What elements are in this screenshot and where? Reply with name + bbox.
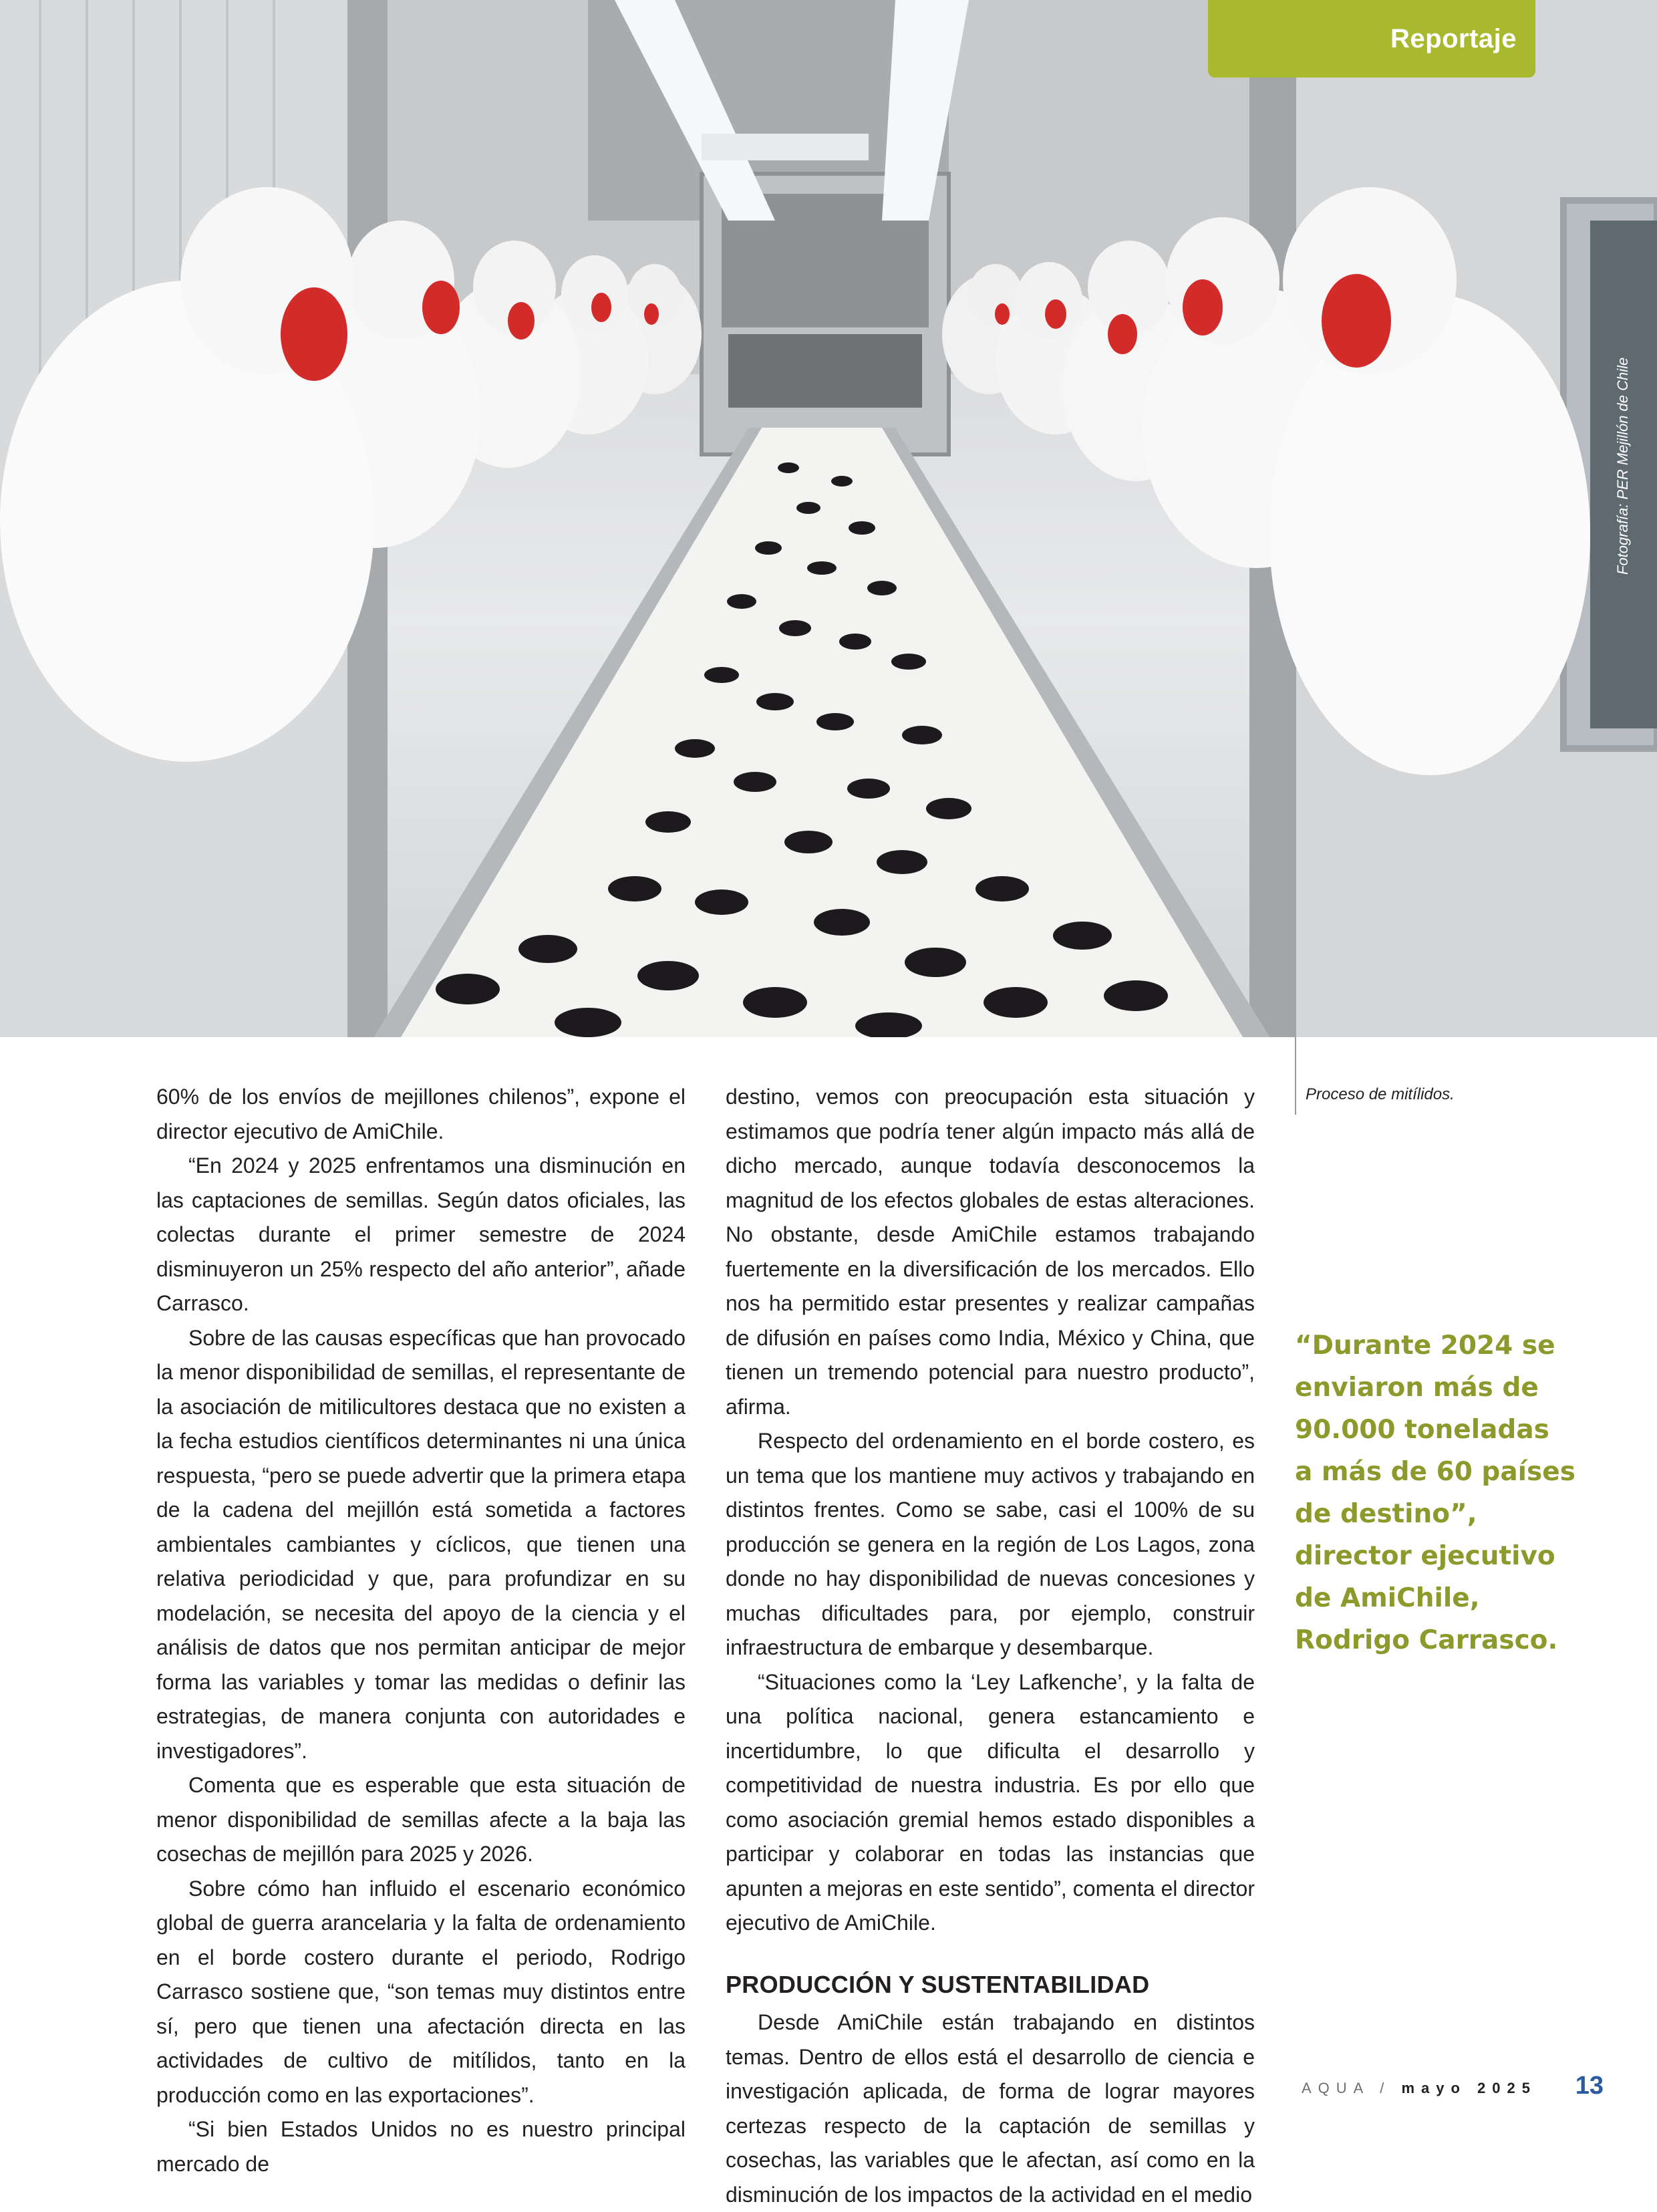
- paragraph: Comenta que es esperable que esta situación de menor disponibilidad de semillas afecte a la baja las cosechas de mejillón para 2025 y 2026.: [156, 1773, 686, 1866]
- photo-credit-text: Fotografía: PER Mejillón de Chile: [1614, 357, 1631, 575]
- paragraph: Desde AmiChile están trabajando en distintos temas. Dentro de ellos está el desarrollo de ciencia e investigación aplicada, de forma de lograr mayores certezas respecto de la captación de semillas y cosechas, las variables que le afectan, así como en la disminución de los impactos de la actividad en el medio: [726, 2010, 1255, 2207]
- section-tab: [1208, 0, 1535, 78]
- footer-brand: [1302, 2080, 1537, 2097]
- hero-photo: [0, 0, 1657, 1037]
- pull-quote: “Durante 2024 se enviaron más de 90.000 toneladas a más de 60 países de destino”, director ejecutivo de AmiChile, Rodrigo Carrasco.: [1295, 1331, 1575, 1655]
- paragraph: destino, vemos con preocupación esta situación y estimamos que podría tener algún impacto más allá de dicho mercado, aunque todavía desconocemos la magnitud de los efectos globales de estas alteraciones. No obstante, desde AmiChile estamos trabajando fuertemente en la diversificación de los mercados. Ello nos ha permitido estar presentes y realizar campañas de difusión en países como India, México y China, que tienen un tremendo potencial para nuestro producto”, afirma.: [726, 1085, 1255, 1419]
- text-column-2: [726, 1080, 1255, 2212]
- section-subheading: PRODUCCIÓN Y SUSTENTABILIDAD: [726, 1970, 1150, 1998]
- photo-caption: Proceso de mitílidos.: [1306, 1085, 1455, 1103]
- paragraph: “En 2024 y 2025 enfrentamos una disminución en las captaciones de semillas. Según datos oficiales, las colectas durante el primer semestre de 2024 disminuyeron un 25% respecto del año anterior”, añade Carrasco.: [156, 1153, 686, 1315]
- factory-illustration: [0, 0, 1657, 1037]
- paragraph: Sobre cómo han influido el escenario económico global de guerra arancelaria y la falta de ordenamiento en el borde costero durante el periodo, Rodrigo Carrasco sostiene que, “son temas muy distintos entre sí, pero que tienen una afectación directa en las actividades de cultivo de mitílidos, tanto en la producción como en las exportaciones”.: [156, 1876, 686, 2107]
- issue-date: mayo 2025: [1401, 2080, 1537, 2096]
- paragraph: Sobre de las causas específicas que han provocado la menor disponibilidad de semillas, el representante de la asociación de mitilicultores destaca que no existen a la fecha estudios científicos determinantes ni una única respuesta, “pero se puede advertir que la primera etapa de la cadena del mejillón está sometida a factores ambientales cambiantes y cíclicos, que tienen una relativa periodicidad y que, para profundizar en su modelación, se necesita del apoyo de la ciencia y el análisis de datos que nos permitan anticipar de mejor forma las variables y tomar las medidas o definir las estrategias, de manera conjunta con autoridades e investigadores”.: [156, 1325, 686, 1763]
- section-label: Reportaje: [1390, 23, 1517, 53]
- paragraph: 60% de los envíos de mejillones chilenos”, expone el director ejecutivo de AmiChile.: [156, 1085, 686, 1143]
- footer-separator: /: [1380, 2080, 1391, 2096]
- paragraph: Respecto del ordenamiento en el borde costero, es un tema que los mantiene muy activos y trabajando en distintos frentes. Como se sabe, casi el 100% de su producción se genera en la región de Los Lagos, zona donde no hay disponibilidad de nuevas concesiones y muchas dificultades para, por ejemplo, construir infraestructura de embarque y desembarque.: [726, 1429, 1255, 1659]
- page-number: 13: [1575, 2072, 1604, 2100]
- text-column-1: [156, 1080, 686, 2181]
- page-footer: [1290, 2070, 1604, 2110]
- paragraph: “Si bien Estados Unidos no es nuestro principal mercado de: [156, 2117, 686, 2176]
- paragraph: “Situaciones como la ‘Ley Lafkenche’, y la falta de una política nacional, genera estancamiento e incertidumbre, lo que dificulta el desarrollo y competitividad de nuestra industria. Es por ello que como asociación gremial hemos estado disponibles a participar y colaborar en todas las instancias que apunten a mejoras en este sentido”, comenta el director ejecutivo de AmiChile.: [726, 1669, 1255, 1935]
- caption-rule: [1295, 1037, 1296, 1115]
- magazine-name: AQUA: [1301, 2080, 1370, 2096]
